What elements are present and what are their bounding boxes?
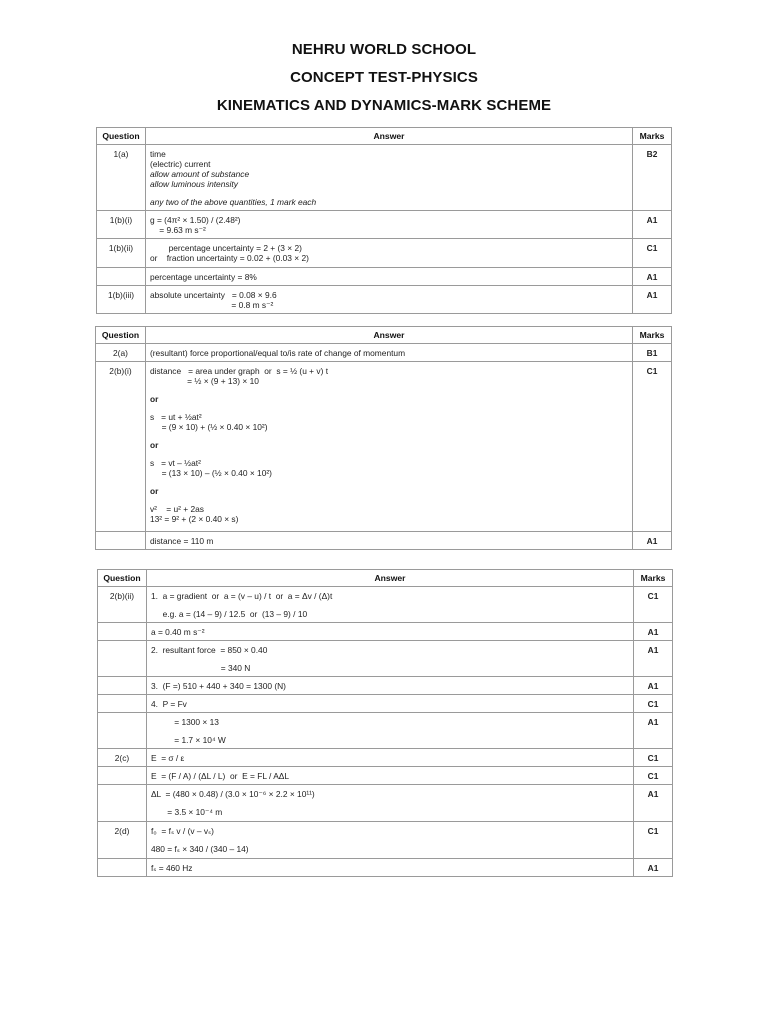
marks-cell: A1 (634, 623, 673, 641)
answer-cell: = 1300 × 13 = 1.7 × 10⁴ W (146, 713, 633, 749)
marks-header: Marks (633, 128, 672, 145)
table-row (98, 623, 673, 641)
answer-cell: E = σ / ε (146, 749, 633, 767)
table-row (97, 239, 672, 268)
table-row (98, 677, 673, 695)
answer-cell: fₛ = 460 Hz (146, 859, 633, 877)
table-row (97, 145, 672, 211)
question-cell: 2(b)(ii) (98, 587, 147, 623)
test-title: CONCEPT TEST-PHYSICS (290, 69, 478, 86)
table-row (98, 767, 673, 785)
table-row (96, 532, 672, 550)
question-cell (98, 859, 147, 877)
answer-cell: percentage uncertainty = 2 + (3 × 2) or fraction uncertainty = 0.02 + (0.03 × 2) (145, 239, 632, 268)
question-cell: 2(c) (98, 749, 147, 767)
answer-header: Answer (145, 327, 632, 344)
answer-cell: 3. (F =) 510 + 440 + 340 = 1300 (N) (146, 677, 633, 695)
answer-cell: g = (4π² × 1.50) / (2.48²) = 9.63 m s⁻² (145, 211, 632, 239)
question-header: Question (98, 570, 147, 587)
question-cell: 2(b)(i) (96, 362, 146, 532)
question-cell: 1(b)(i) (97, 211, 146, 239)
table-row (98, 822, 673, 859)
question-cell: 2(d) (98, 822, 147, 859)
marks-cell: C1 (633, 239, 672, 268)
question-cell (98, 695, 147, 713)
table-row (98, 695, 673, 713)
question-cell (98, 767, 147, 785)
marks-cell: C1 (634, 767, 673, 785)
answer-header: Answer (145, 128, 632, 145)
marks-cell: A1 (634, 785, 673, 822)
table-row (98, 785, 673, 822)
mark-scheme-title: KINEMATICS AND DYNAMICS-MARK SCHEME (216, 97, 552, 114)
answer-cell: absolute uncertainty = 0.08 × 9.6 = 0.8 m s⁻² (145, 286, 632, 314)
answer-cell: (resultant) force proportional/equal to/is rate of change of momentum (145, 344, 632, 362)
answer-cell: distance = area under graph or s = ½ (u + v) t = ½ × (9 + 13) × 10 or s = ut + ½at² = (9 × 10) + (½ × 0.40 × 10²) or s = vt – ½at² = (13 × 10) – (½ × 0.40 × 10²) or v² = u² + 2as 13² = 9² + (2 × 0.40 × s) (145, 362, 632, 532)
marks-cell: C1 (634, 695, 673, 713)
answer-cell: ΔL = (480 × 0.48) / (3.0 × 10⁻⁶ × 2.2 × 10¹¹) = 3.5 × 10⁻⁴ m (146, 785, 633, 822)
question-cell (98, 677, 147, 695)
marks-cell: B2 (633, 145, 672, 211)
school-title: NEHRU WORLD SCHOOL (291, 41, 477, 58)
marks-header: Marks (633, 327, 672, 344)
answer-cell: distance = 110 m (145, 532, 632, 550)
question-cell (98, 713, 147, 749)
marks-cell: C1 (634, 587, 673, 623)
marks-cell: A1 (634, 713, 673, 749)
answer-cell: time (electric) current allow amount of substance allow luminous intensity any two of the above quantities, 1 mark each (145, 145, 632, 211)
answer-cell: 1. a = gradient or a = (v – u) / t or a = Δv / (Δ)t e.g. a = (14 – 9) / 12.5 or (13 – 9) / 10 (146, 587, 633, 623)
question-cell: 2(a) (96, 344, 146, 362)
mark-scheme-table-1 (96, 127, 672, 314)
answer-cell: a = 0.40 m s⁻² (146, 623, 633, 641)
mark-scheme-table-3 (97, 569, 673, 877)
marks-cell: B1 (633, 344, 672, 362)
marks-cell: C1 (634, 822, 673, 859)
answer-header: Answer (146, 570, 633, 587)
answer-cell: E = (F / A) / (ΔL / L) or E = FL / AΔL (146, 767, 633, 785)
question-cell: 1(b)(ii) (97, 239, 146, 268)
table-row (98, 749, 673, 767)
question-cell (97, 268, 146, 286)
marks-header: Marks (634, 570, 673, 587)
answer-cell: percentage uncertainty = 8% (145, 268, 632, 286)
table-row (98, 859, 673, 877)
table-row (97, 286, 672, 314)
question-cell: 1(a) (97, 145, 146, 211)
mark-scheme-table-2 (95, 326, 672, 550)
marks-cell: A1 (634, 677, 673, 695)
answer-cell: f₀ = fₛ v / (v – vₛ) 480 = fₛ × 340 / (340 – 14) (146, 822, 633, 859)
table-row (96, 362, 672, 532)
question-header: Question (97, 128, 146, 145)
marks-cell: A1 (633, 211, 672, 239)
marks-cell: A1 (634, 641, 673, 677)
marks-cell: A1 (633, 268, 672, 286)
answer-cell: 2. resultant force = 850 × 0.40 = 340 N (146, 641, 633, 677)
marks-cell: A1 (633, 286, 672, 314)
table-row (97, 211, 672, 239)
question-cell (98, 623, 147, 641)
answer-cell: 4. P = Fv (146, 695, 633, 713)
marks-cell: C1 (634, 749, 673, 767)
question-header: Question (96, 327, 146, 344)
table-row (96, 344, 672, 362)
marks-cell: A1 (633, 532, 672, 550)
table-row (98, 713, 673, 749)
table-row (98, 641, 673, 677)
table-row (98, 587, 673, 623)
marks-cell: A1 (634, 859, 673, 877)
question-cell: 1(b)(iii) (97, 286, 146, 314)
marks-cell: C1 (633, 362, 672, 532)
table-row (97, 268, 672, 286)
question-cell (96, 532, 146, 550)
question-cell (98, 785, 147, 822)
question-cell (98, 641, 147, 677)
